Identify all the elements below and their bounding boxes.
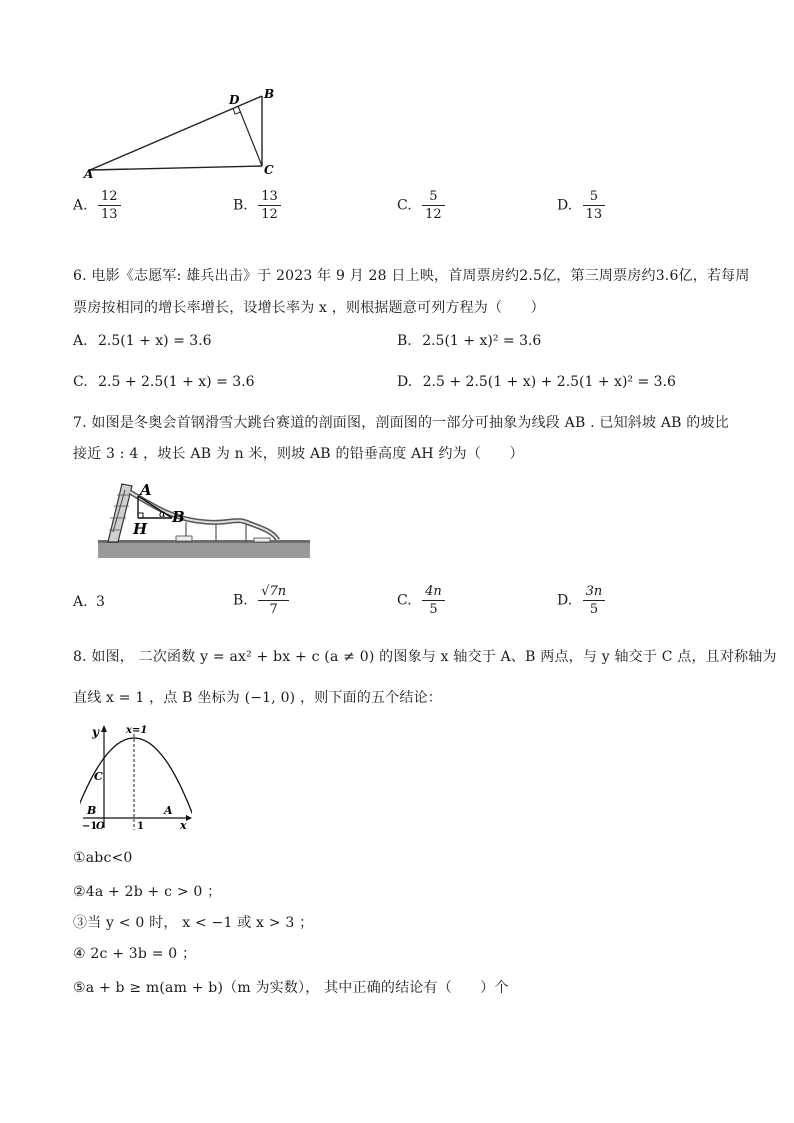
- q7-option-c-den: 5: [429, 602, 438, 617]
- q7-stem-line2: 接近 3 : 4 ，坡长 AB 为 n 米，则坡 AB 的铅垂高度 AH 约为（ ）: [73, 446, 524, 462]
- q7-option-d-letter: D.: [557, 592, 573, 609]
- q7-option-b[interactable]: [233, 583, 289, 618]
- q8-label-c: C: [94, 770, 103, 783]
- q6-option-b-expr: 2.5(1 + x)² = 3.6: [422, 333, 542, 349]
- q8-label-x: x: [180, 819, 187, 832]
- q8-conclusion-5: ⑤a + b ≥ m(am + b)（m 为实数）， 其中正确的结论有（ ）个: [73, 980, 509, 996]
- q5-label-b: B: [264, 87, 275, 101]
- q7-option-b-letter: B.: [233, 592, 248, 609]
- q7-option-c-letter: C.: [397, 592, 412, 609]
- q6-option-b-letter: B.: [397, 333, 412, 349]
- q7-option-d-num: 3n: [583, 583, 606, 601]
- q5-label-a: A: [84, 167, 94, 181]
- q8-parabola-graph: [80, 722, 192, 834]
- q5-option-c-letter: C.: [397, 197, 412, 214]
- q6-option-c-expr: 2.5 + 2.5(1 + x) = 3.6: [98, 374, 255, 390]
- q6-stem-line2: 票房按相同的增长率增长，设增长率为 x ，则根据题意可列方程为（ ）: [73, 300, 545, 316]
- q6-option-c-letter: C.: [73, 374, 88, 390]
- q6-stem-line1: 6. 电影《志愿军: 雄兵出击》于 2023 年 9 月 28 日上映，首周票房约2.5亿，第三周票房约3.6亿，若每周: [73, 268, 750, 284]
- q7-option-d[interactable]: [557, 583, 605, 618]
- q7-option-b-fraction: [258, 583, 289, 618]
- q7-label-h: H: [133, 520, 148, 538]
- q5-option-d-fraction: [583, 188, 606, 223]
- q7-option-a-letter: A.: [73, 594, 88, 610]
- q8-label-neg1: −1: [82, 821, 98, 832]
- q8-conclusion-4: ④ 2c + 3b = 0 ；: [73, 946, 197, 962]
- q5-label-d: D: [229, 93, 240, 107]
- q8-label-axis: x=1: [126, 725, 148, 736]
- q6-option-b[interactable]: [397, 333, 541, 349]
- q5-option-b-letter: B.: [233, 197, 248, 214]
- q7-option-d-fraction: [583, 583, 606, 618]
- q6-option-d-letter: D.: [397, 374, 413, 390]
- q8-conclusion-3: ③当 y < 0 时， x < −1 或 x > 3 ；: [73, 915, 314, 931]
- q5-option-c-den: 12: [425, 207, 442, 222]
- q6-option-d-expr: 2.5 + 2.5(1 + x) + 2.5(1 + x)² = 3.6: [422, 374, 676, 390]
- q5-option-d-letter: D.: [557, 197, 573, 214]
- q7-label-b: B: [172, 508, 185, 526]
- q5-option-b-fraction: [258, 188, 281, 223]
- q5-option-a-letter: A.: [73, 197, 88, 214]
- q5-option-a[interactable]: [73, 188, 121, 223]
- q7-stem-line1: 7. 如图是冬奥会首钢滑雪大跳台赛道的剖面图，剖面图的一部分可抽象为线段 AB . 已知斜坡 AB 的坡比: [73, 415, 729, 431]
- q7-option-d-den: 5: [589, 602, 599, 617]
- q8-label-one: 1: [137, 821, 144, 832]
- q5-option-a-num: 12: [98, 188, 121, 206]
- q7-label-a: A: [140, 481, 152, 499]
- q8-label-y: y: [92, 725, 99, 739]
- q7-option-b-den: 7: [269, 602, 278, 617]
- q5-label-c: C: [264, 163, 274, 177]
- q5-triangle-figure: [82, 86, 282, 181]
- q8-stem-line1: 8. 如图， 二次函数 y = ax² + bx + c (a ≠ 0) 的图象与 x 轴交于 A、B 两点，与 y 轴交于 C 点，且对称轴为: [73, 649, 777, 665]
- q5-option-d[interactable]: [557, 188, 605, 223]
- q8-label-o: O: [96, 821, 105, 832]
- q6-option-d[interactable]: [397, 374, 676, 390]
- q8-conclusion-1: ①abc<0: [73, 850, 133, 866]
- q7-ski-jump-figure: [96, 478, 312, 564]
- q8-label-a: A: [164, 804, 173, 817]
- q6-option-c[interactable]: [73, 374, 255, 390]
- q5-option-b-den: 12: [261, 207, 278, 222]
- q6-option-a[interactable]: [73, 333, 212, 349]
- q5-option-c-fraction: [422, 188, 445, 223]
- q7-option-c-num: 4n: [422, 583, 445, 601]
- q8-conclusion-2: ②4a + 2b + c > 0 ；: [73, 884, 222, 900]
- q7-option-a[interactable]: [73, 594, 105, 610]
- q7-option-b-num: √7n: [258, 583, 289, 601]
- q5-option-b-num: 13: [258, 188, 281, 206]
- q8-stem-line2: 直线 x = 1 ，点 B 坐标为 (−1, 0) ，则下面的五个结论：: [73, 690, 442, 706]
- q7-option-a-expr: 3: [96, 594, 105, 610]
- q5-option-a-fraction: [98, 188, 121, 223]
- q5-option-c[interactable]: [397, 188, 445, 223]
- q5-option-c-num: 5: [422, 188, 445, 206]
- q7-option-c[interactable]: [397, 583, 445, 618]
- q5-option-a-den: 13: [101, 207, 118, 222]
- q6-option-a-letter: A.: [73, 333, 88, 349]
- q5-option-d-den: 13: [585, 207, 603, 222]
- q5-option-d-num: 5: [583, 188, 606, 206]
- q7-option-c-fraction: [422, 583, 445, 618]
- q6-option-a-expr: 2.5(1 + x) = 3.6: [98, 333, 212, 349]
- q7-label-alpha: α: [159, 509, 166, 520]
- q5-option-b[interactable]: [233, 188, 281, 223]
- q8-label-b: B: [87, 804, 97, 817]
